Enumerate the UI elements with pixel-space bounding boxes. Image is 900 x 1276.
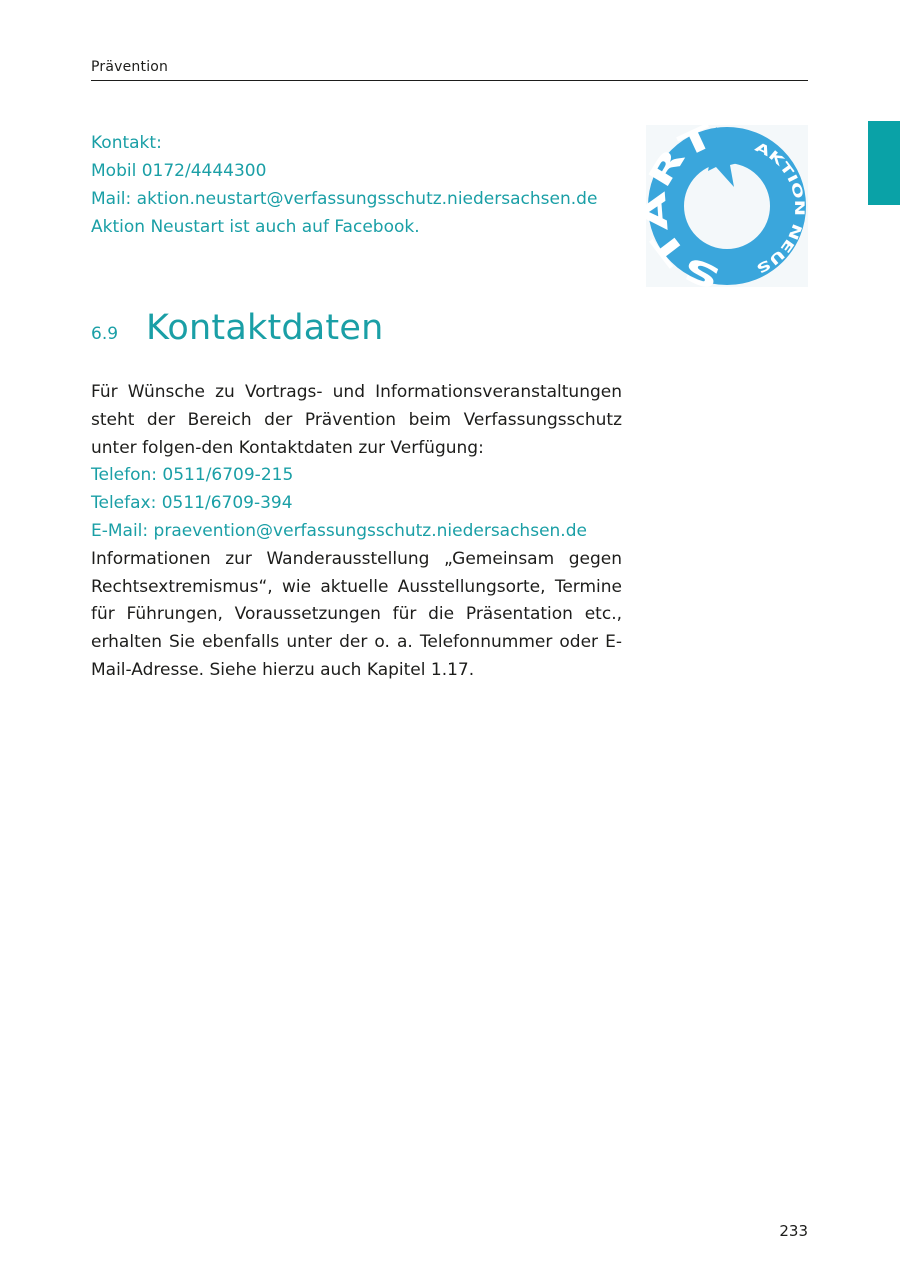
page-number: 233	[779, 1222, 808, 1240]
running-head: Prävention	[91, 59, 169, 75]
contact-block	[91, 129, 631, 241]
phone-line: Telefon: 0511/6709-215	[91, 465, 294, 486]
section-title: Kontaktdaten	[146, 308, 384, 348]
logo-small-text: AKTION NEUS	[752, 139, 807, 274]
contact-heading: Kontakt:	[91, 133, 162, 153]
email-line: E-Mail: praevention@verfassungsschutz.niedersachsen.de	[91, 520, 587, 541]
intro-paragraph: Für Wünsche zu Vortrags- und Informationsveranstaltungen steht der Bereich der Prävention beim Verfassungsschutz unter folgen-den Kontaktdaten zur Verfügung:	[91, 382, 622, 458]
section-heading	[91, 308, 383, 358]
section-body	[91, 379, 622, 685]
chapter-tab-marker	[868, 121, 900, 205]
contact-facebook: Aktion Neustart ist auch auf Facebook.	[91, 217, 420, 237]
contact-mail: Mail: aktion.neustart@verfassungsschutz.niedersachsen.de	[91, 189, 598, 209]
exhibition-paragraph: Informationen zur Wanderausstellung „Gemeinsam gegen Rechtsextremismus“, wie aktuelle Ausstellungsorte, Termine für Führungen, Voraussetzungen für die Präsentation etc., erhalten Sie ebenfalls unter der o. a. Telefonnummer oder E-Mail-Adresse. Siehe hierzu auch Kapitel 1.17.	[91, 548, 622, 680]
section-number: 6.9	[91, 324, 119, 344]
aktion-neustart-logo-graphic	[646, 125, 808, 287]
fax-line: Telefax: 0511/6709-394	[91, 493, 293, 514]
header-rule	[91, 80, 808, 81]
contact-mobile: Mobil 0172/4444300	[91, 161, 267, 181]
logo-big-text: ST T	[654, 125, 726, 287]
aktion-neustart-logo	[646, 125, 808, 287]
